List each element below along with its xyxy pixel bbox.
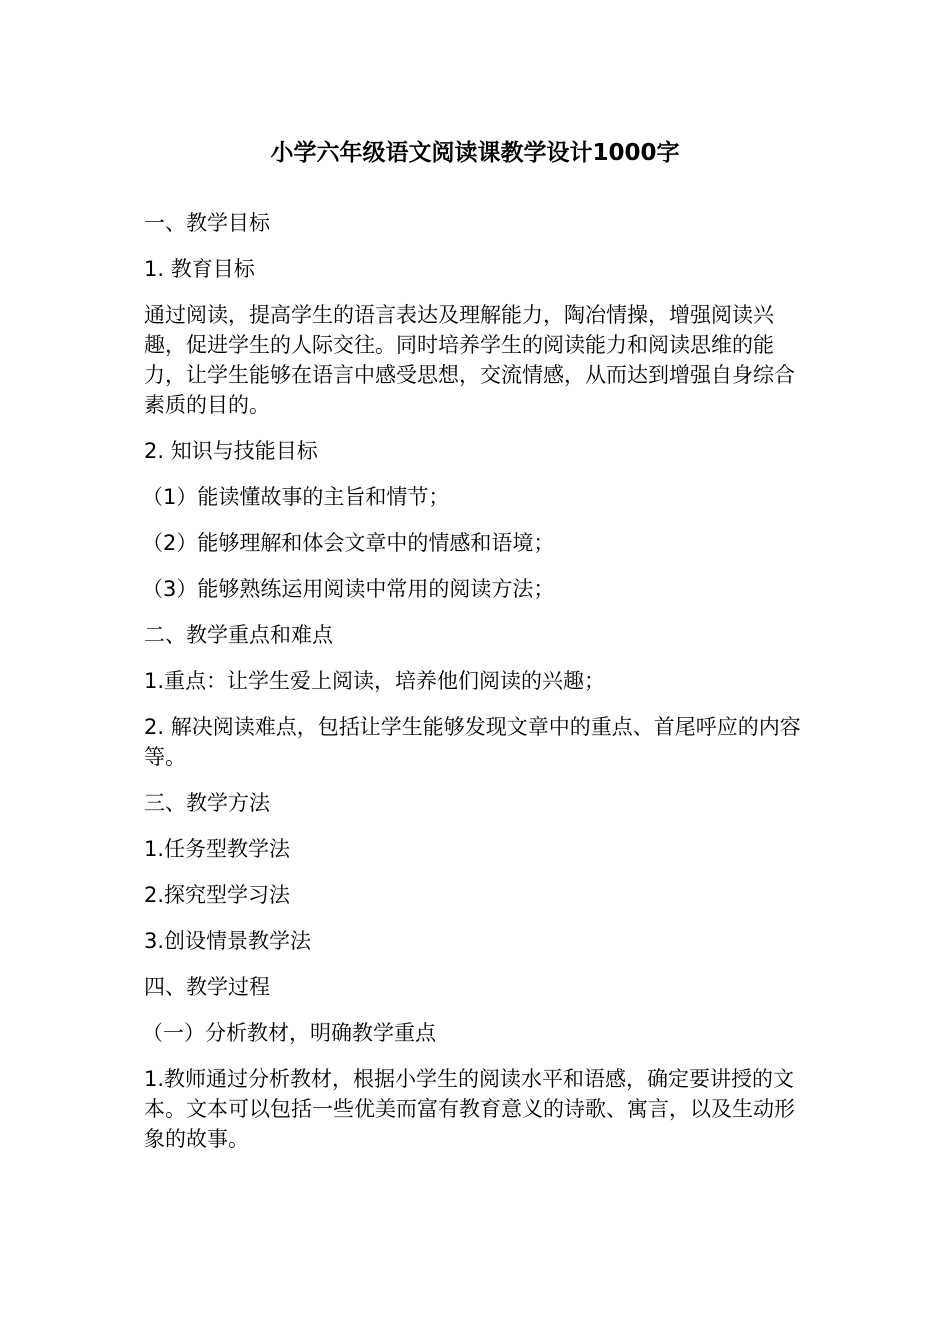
section-heading-methods: 三、教学方法 xyxy=(144,791,270,815)
paragraph-key-point: 1.重点：让学生爱上阅读，培养他们阅读的兴趣； xyxy=(144,669,606,693)
document-title: 小学六年级语文阅读课教学设计1000字 xyxy=(270,140,680,166)
document-body xyxy=(144,208,804,1170)
list-item-skill-1: （1）能读懂故事的主旨和情节； xyxy=(142,485,450,509)
list-item-method-3: 3.创设情景教学法 xyxy=(144,929,312,953)
paragraph-analyze-materials: 1.教师通过分析教材，根据小学生的阅读水平和语感，确定要讲授的文本。文本可以包括一些优美而富有教育意义的诗歌、寓言，以及生动形象的故事。 xyxy=(144,1067,795,1151)
section-heading-key-points: 二、教学重点和难点 xyxy=(144,623,333,647)
subheading-education-goal: 1. 教育目标 xyxy=(144,257,255,281)
paragraph-education-goal: 通过阅读，提高学生的语言表达及理解能力，陶冶情操，增强阅读兴趣，促进学生的人际交往。同时培养学生的阅读能力和阅读思维的能力，让学生能够在语言中感受思想，交流情感，从而达到增强自身综合素质的目的。 xyxy=(144,303,795,417)
list-item-method-1: 1.任务型教学法 xyxy=(144,837,291,861)
section-heading-objectives: 一、教学目标 xyxy=(144,211,270,235)
paragraph-difficulty: 2. 解决阅读难点，包括让学生能够发现文章中的重点、首尾呼应的内容等。 xyxy=(144,715,801,769)
subheading-knowledge-skills: 2. 知识与技能目标 xyxy=(144,439,318,463)
list-item-method-2: 2.探究型学习法 xyxy=(144,883,291,907)
list-item-skill-3: （3）能够熟练运用阅读中常用的阅读方法； xyxy=(142,577,555,601)
subheading-analyze-materials: （一）分析教材，明确教学重点 xyxy=(142,1021,436,1045)
section-heading-process: 四、教学过程 xyxy=(144,975,270,999)
list-item-skill-2: （2）能够理解和体会文章中的情感和语境； xyxy=(142,531,555,555)
